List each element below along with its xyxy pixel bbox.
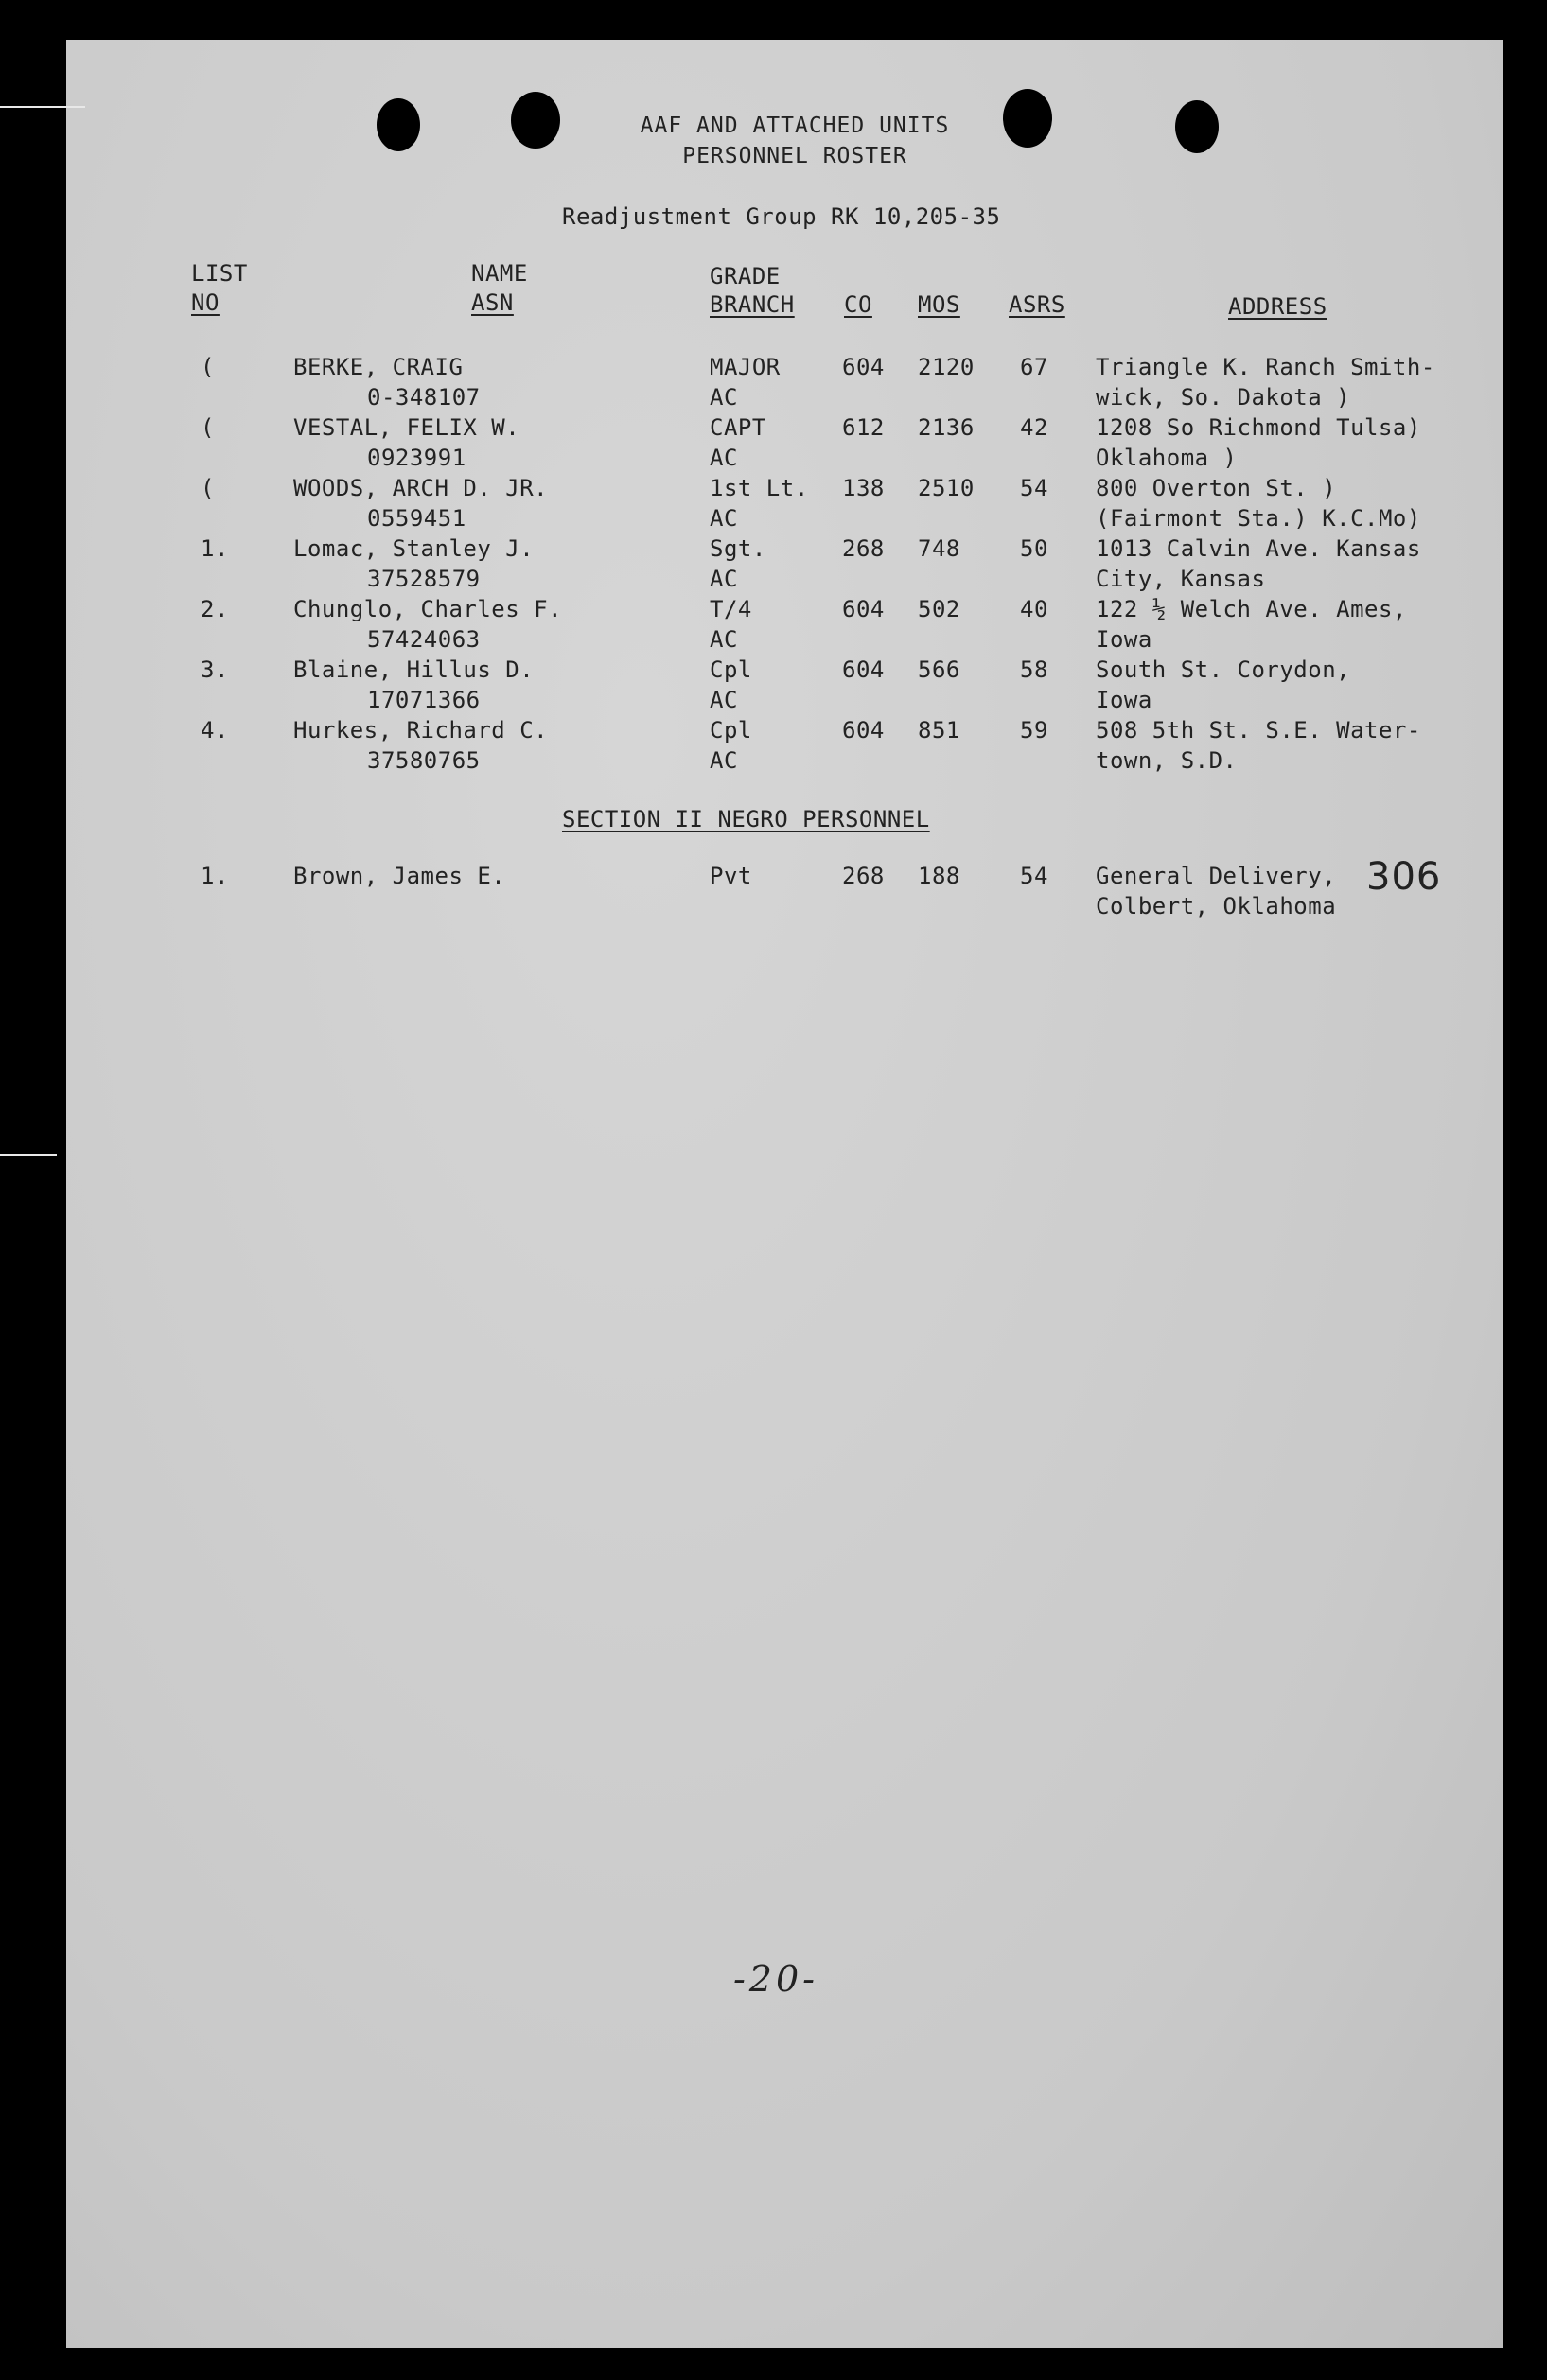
title-line-2: PERSONNEL ROSTER — [682, 144, 907, 168]
edge-mark — [0, 106, 85, 108]
person-grade: CAPT — [710, 414, 766, 441]
col-grade-bottom: BRANCH — [710, 291, 795, 318]
col-name-bottom: ASN — [471, 289, 514, 316]
list-no: 2. — [201, 596, 229, 622]
person-branch: AC — [710, 747, 738, 774]
title-line-1: AAF AND ATTACHED UNITS — [640, 114, 950, 138]
person-asn: 0923991 — [367, 445, 466, 471]
person-name: BERKE, CRAIG — [293, 354, 464, 380]
list-no: 4. — [201, 717, 229, 744]
person-asrs: 59 — [1020, 717, 1048, 744]
person-asrs: 58 — [1020, 656, 1048, 683]
col-name-top: NAME — [471, 260, 528, 287]
address-line-2: wick, So. Dakota ) — [1096, 384, 1351, 411]
address-line-2: (Fairmont Sta.) K.C.Mo) — [1096, 505, 1421, 532]
s2-address-line-2: Colbert, Oklahoma — [1096, 893, 1337, 919]
person-name: Chunglo, Charles F. — [293, 596, 563, 622]
person-name: VESTAL, FELIX W. — [293, 414, 520, 441]
person-grade: 1st Lt. — [710, 475, 809, 501]
person-name: Blaine, Hillus D. — [293, 656, 535, 683]
person-branch: AC — [710, 626, 738, 653]
person-asrs: 50 — [1020, 535, 1048, 562]
person-asn: 37580765 — [367, 747, 481, 774]
person-branch: AC — [710, 445, 738, 471]
person-mos: 748 — [918, 535, 960, 562]
punch-hole-right — [1175, 100, 1219, 153]
person-co: 604 — [842, 596, 885, 622]
person-asn: 37528579 — [367, 566, 481, 592]
person-co: 268 — [842, 535, 885, 562]
s2-name: Brown, James E. — [293, 863, 506, 889]
person-mos: 2120 — [918, 354, 975, 380]
col-mos: MOS — [918, 291, 960, 318]
col-list-top: LIST — [191, 260, 248, 287]
person-asrs: 54 — [1020, 475, 1048, 501]
address-line-1: 122 ½ Welch Ave. Ames, — [1096, 596, 1407, 622]
address-line-2: Iowa — [1096, 687, 1152, 713]
person-asrs: 40 — [1020, 596, 1048, 622]
address-line-1: 800 Overton St. ) — [1096, 475, 1337, 501]
address-line-1: 508 5th St. S.E. Water- — [1096, 717, 1421, 744]
list-no: 3. — [201, 656, 229, 683]
list-no: 1. — [201, 535, 229, 562]
person-grade: Sgt. — [710, 535, 766, 562]
person-mos: 2510 — [918, 475, 975, 501]
address-line-1: South St. Corydon, — [1096, 656, 1351, 683]
person-name: Lomac, Stanley J. — [293, 535, 535, 562]
person-co: 612 — [842, 414, 885, 441]
address-line-1: 1013 Calvin Ave. Kansas — [1096, 535, 1421, 562]
person-grade: Cpl — [710, 717, 752, 744]
col-grade-top: GRADE — [710, 263, 781, 289]
person-co: 604 — [842, 354, 885, 380]
list-no: ( — [201, 475, 215, 501]
col-address: ADDRESS — [1228, 293, 1327, 320]
person-branch: AC — [710, 687, 738, 713]
person-grade: Cpl — [710, 656, 752, 683]
roster-page — [66, 40, 1503, 2348]
person-branch: AC — [710, 505, 738, 532]
s2-grade: Pvt — [710, 863, 752, 889]
address-line-2: Oklahoma ) — [1096, 445, 1238, 471]
s2-co: 268 — [842, 863, 885, 889]
person-mos: 502 — [918, 596, 960, 622]
s2-asrs: 54 — [1020, 863, 1048, 889]
address-line-2: City, Kansas — [1096, 566, 1266, 592]
col-asrs: ASRS — [1009, 291, 1065, 318]
person-co: 138 — [842, 475, 885, 501]
person-name: WOODS, ARCH D. JR. — [293, 475, 549, 501]
list-no: ( — [201, 354, 215, 380]
list-no: ( — [201, 414, 215, 441]
person-grade: T/4 — [710, 596, 752, 622]
s2-address-line-1: General Delivery, — [1096, 863, 1337, 889]
person-mos: 2136 — [918, 414, 975, 441]
edge-mark — [0, 1154, 57, 1156]
address-line-2: Iowa — [1096, 626, 1152, 653]
person-mos: 566 — [918, 656, 960, 683]
person-asn: 0559451 — [367, 505, 466, 532]
person-co: 604 — [842, 656, 885, 683]
person-name: Hurkes, Richard C. — [293, 717, 549, 744]
page-number: -20- — [732, 1958, 819, 2000]
person-asrs: 67 — [1020, 354, 1048, 380]
person-co: 604 — [842, 717, 885, 744]
person-asn: 0-348107 — [367, 384, 481, 411]
punch-hole-left — [377, 98, 420, 151]
address-line-1: Triangle K. Ranch Smith- — [1096, 354, 1435, 380]
person-asrs: 42 — [1020, 414, 1048, 441]
page-stamp-number: 306 — [1366, 855, 1442, 899]
address-line-1: 1208 So Richmond Tulsa) — [1096, 414, 1421, 441]
punch-hole-center-left — [511, 92, 560, 149]
person-asn: 17071366 — [367, 687, 481, 713]
s2-mos: 188 — [918, 863, 960, 889]
s2-list-no: 1. — [201, 863, 229, 889]
col-co: CO — [844, 291, 872, 318]
readjustment-group: Readjustment Group RK 10,205-35 — [562, 203, 1001, 230]
person-mos: 851 — [918, 717, 960, 744]
section-2-heading: SECTION II NEGRO PERSONNEL — [562, 806, 930, 832]
col-list-bottom: NO — [191, 289, 220, 316]
person-branch: AC — [710, 384, 738, 411]
person-branch: AC — [710, 566, 738, 592]
person-asn: 57424063 — [367, 626, 481, 653]
person-grade: MAJOR — [710, 354, 781, 380]
address-line-2: town, S.D. — [1096, 747, 1238, 774]
